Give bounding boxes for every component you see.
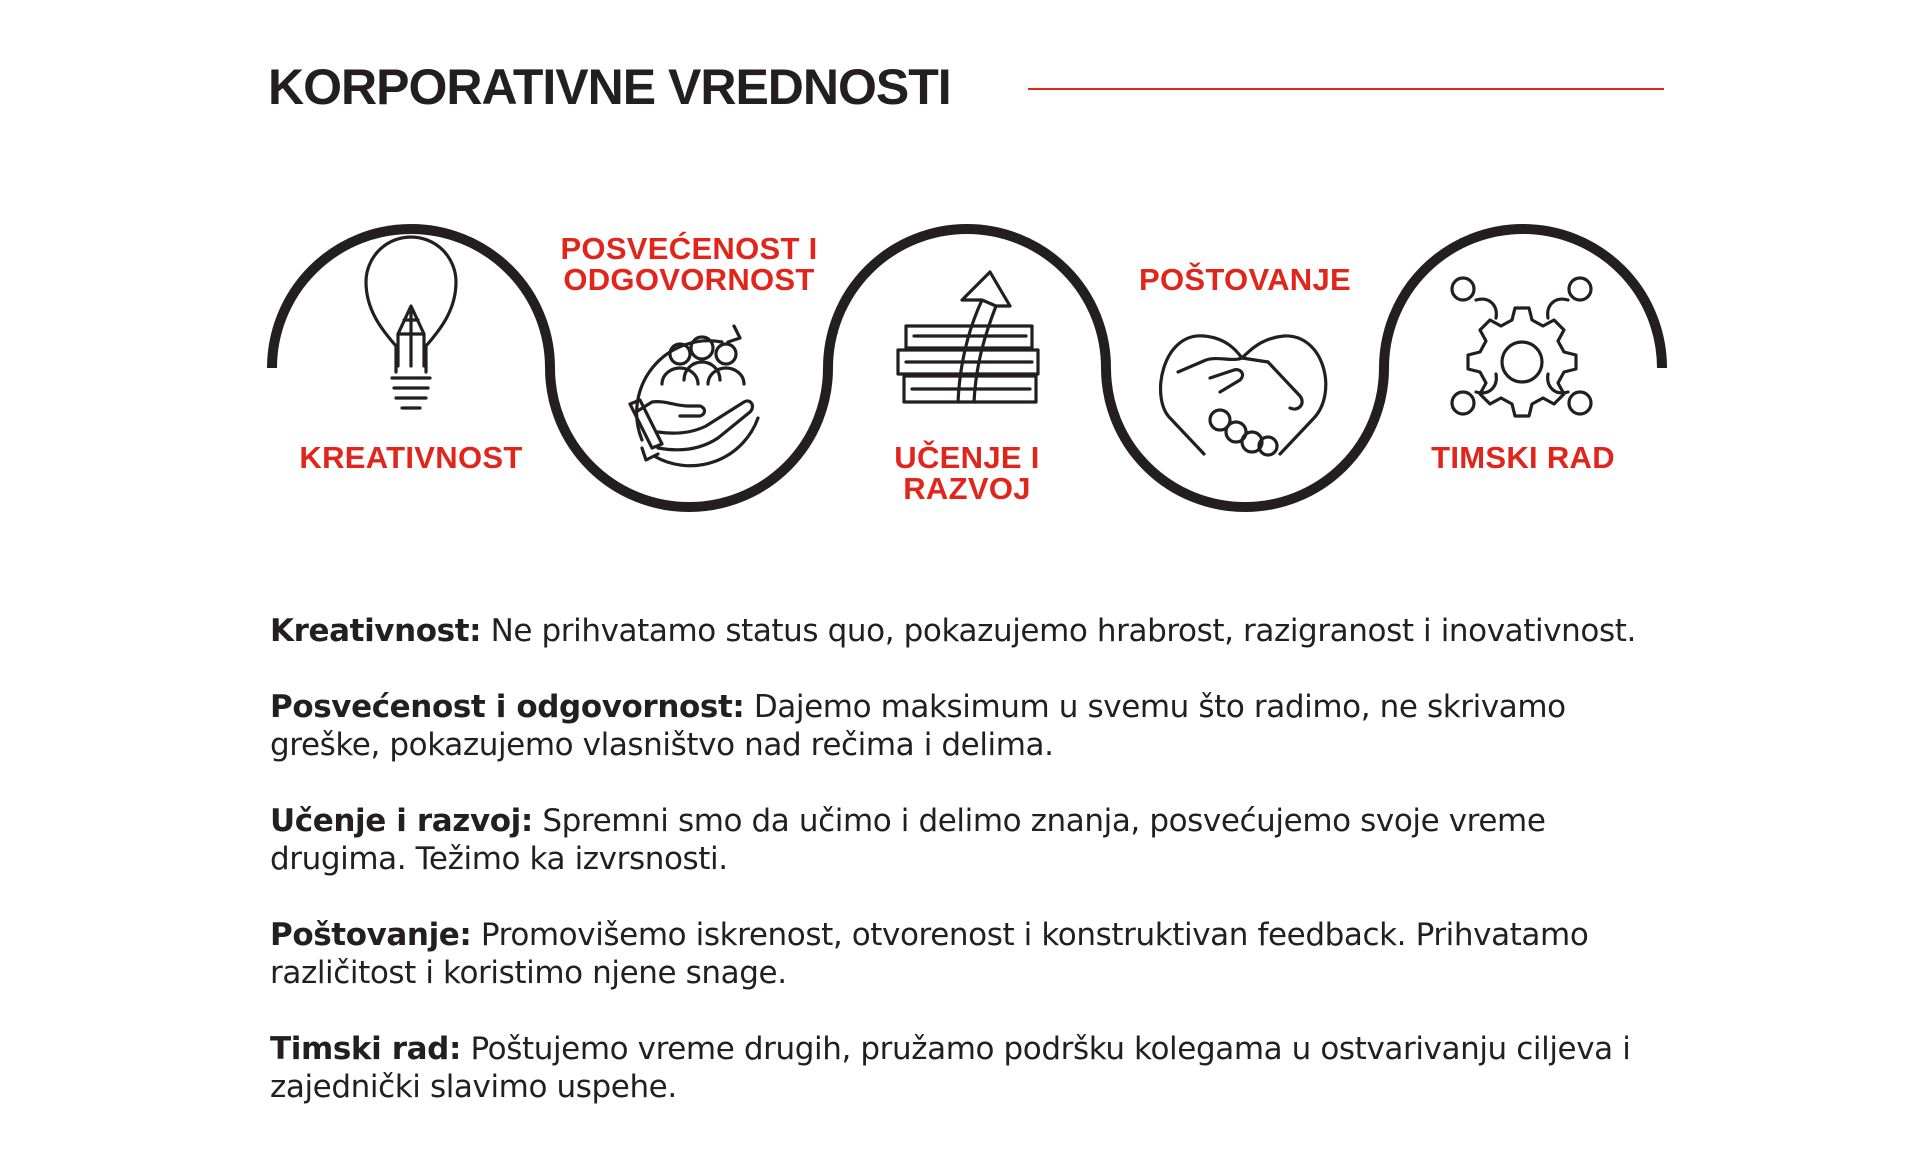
team-gear-icon xyxy=(1452,278,1591,416)
description-text: Ne prihvatamo status quo, pokazujemo hrabrost, razigranost i inovativnost. xyxy=(490,613,1636,649)
description-text: Promovišemo iskrenost, otvorenost i konstruktivan feedback. Prihvatamo različitost i koristimo njene snage. xyxy=(270,917,1589,991)
description-text: Dajemo maksimum u svemu što radimo, ne skrivamo greške, pokazujemo vlasništvo nad rečima i delima. xyxy=(270,689,1566,763)
description-kreativnost xyxy=(270,612,1670,650)
description-posvecenost xyxy=(270,688,1670,764)
people-in-hand-icon xyxy=(630,326,758,466)
description-heading: Posvećenost i odgovornost: xyxy=(270,689,745,725)
value-label-posvecenost: POSVEĆENOST I ODGOVORNOST xyxy=(560,231,818,297)
books-growth-arrow-icon xyxy=(898,272,1038,402)
value-label-postovanje: POŠTOVANJE xyxy=(1138,262,1352,297)
value-label-ucenje: UČENJE I RAZVOJ xyxy=(894,440,1040,506)
description-text: Spremni smo da učimo i delimo znanja, posvećujemo svoje vreme drugima. Težimo ka izvrsnosti. xyxy=(270,803,1546,877)
description-heading: Timski rad: xyxy=(270,1031,461,1067)
description-postovanje xyxy=(270,916,1670,992)
description-ucenje xyxy=(270,802,1670,878)
description-timski-rad xyxy=(270,1030,1670,1106)
page-title: KORPORATIVNE VREDNOSTI xyxy=(268,59,951,115)
description-heading: Učenje i razvoj: xyxy=(270,803,533,839)
value-label-kreativnost: KREATIVNOST xyxy=(299,440,523,475)
value-label-timski-rad: TIMSKI RAD xyxy=(1431,440,1615,475)
description-heading: Kreativnost: xyxy=(270,613,482,649)
handshake-heart-icon xyxy=(1161,336,1326,455)
description-heading: Poštovanje: xyxy=(270,917,472,953)
lightbulb-pencil-icon xyxy=(366,237,456,408)
description-text: Poštujemo vreme drugih, pružamo podršku kolegama u ostvarivanju ciljeva i zajednički slavimo uspehe. xyxy=(270,1031,1631,1105)
